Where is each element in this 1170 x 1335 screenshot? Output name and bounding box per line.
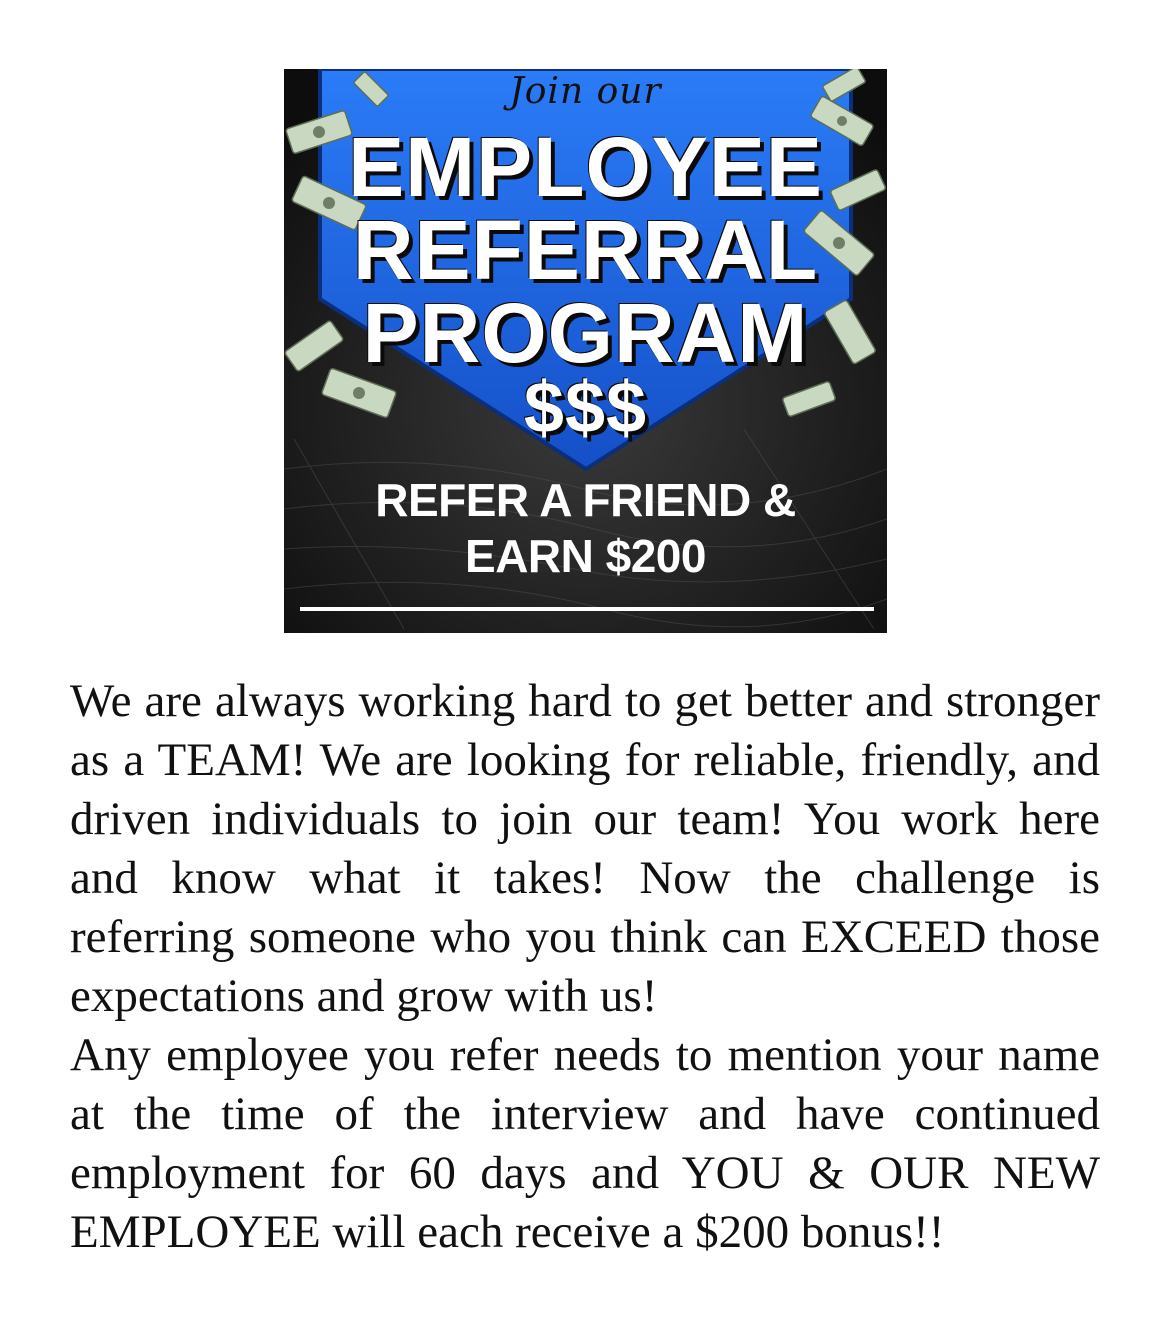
- flyer-subline-2: EARN $200: [465, 530, 706, 582]
- flyer-headline-line-2: REFERRAL: [352, 203, 819, 297]
- description-paragraph-1: We are always working hard to get better and stronger as a TEAM! We are looking for reliable, friendly, and driven individuals to join our team! You work here and know what it takes! Now the challenge is referring someone who you think can EXCEED those expectations and grow with us!: [70, 675, 1100, 1022]
- flyer-divider: [300, 607, 874, 611]
- flyer-headline-line-1: EMPLOYEE: [348, 120, 823, 214]
- flyer-dollar-signs: $$$: [523, 368, 648, 448]
- referral-flyer: [284, 69, 887, 633]
- flyer-intro: Join our: [509, 71, 662, 112]
- flyer-headline-line-3: PROGRAM: [362, 286, 809, 380]
- flyer-subline-1: REFER A FRIEND &: [375, 474, 796, 526]
- referral-description: [70, 672, 1100, 1262]
- description-paragraph-2: Any employee you refer needs to mention your name at the time of the interview and have continued employment for 60 days and YOU & OUR NEW EMPLOYEE will each receive a $200 bonus!!: [70, 1029, 1100, 1258]
